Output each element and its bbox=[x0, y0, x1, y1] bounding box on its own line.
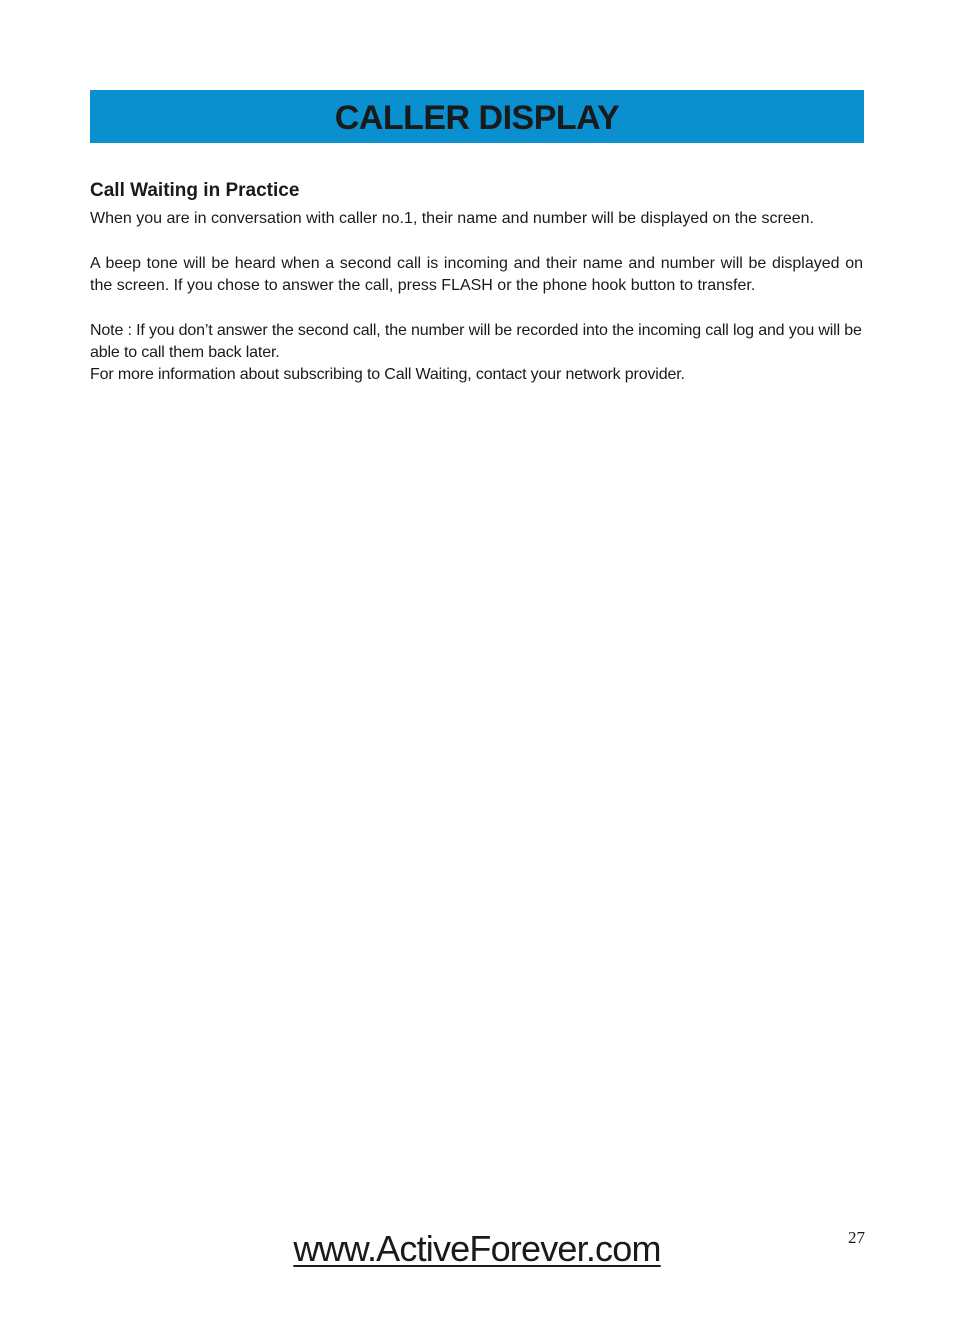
section-header-bar bbox=[90, 90, 864, 143]
page-title: CALLER DISPLAY bbox=[334, 98, 620, 137]
paragraph-note: Note : If you don’t answer the second call, the number will be recorded into the incoming call log and you will be able to call them back later. bbox=[90, 322, 862, 361]
paragraph-conversation: When you are in conversation with caller no.1, their name and number will be displayed on the screen. bbox=[90, 210, 814, 227]
paragraph-beep-tone: A beep tone will be heard when a second call is incoming and their name and number will be displayed on the screen. If you chose to answer the call, press FLASH or the phone hook button to transfer. bbox=[90, 255, 863, 294]
section-heading: Call Waiting in Practice bbox=[90, 180, 300, 201]
page-number: 27 bbox=[848, 1228, 865, 1247]
paragraph-more-info: For more information about subscribing to Call Waiting, contact your network provider. bbox=[90, 366, 685, 383]
footer-website-link[interactable]: www.ActiveForever.com bbox=[293, 1228, 661, 1269]
main-content bbox=[90, 178, 863, 386]
